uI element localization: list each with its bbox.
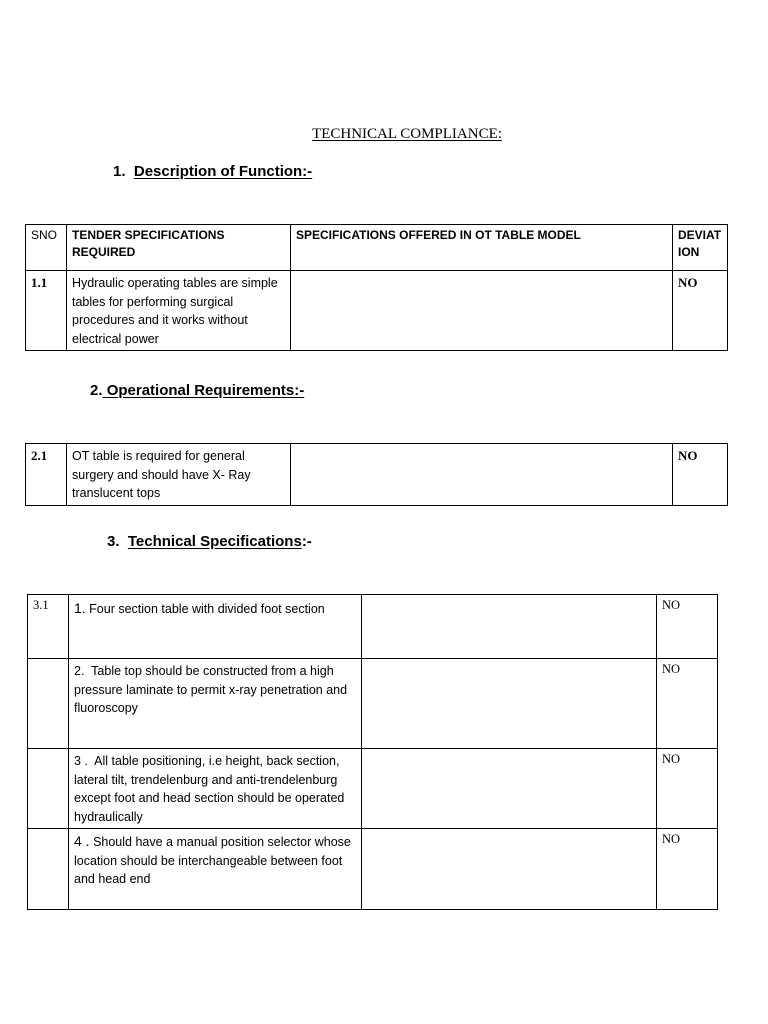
row-deviation: NO [657,659,718,749]
row-spec: 2. Table top should be constructed from a high pressure laminate to permit x-ray penetration and fluoroscopy [69,659,362,749]
table-row [28,659,718,749]
section-3-heading [107,533,312,550]
table-header-row [26,225,728,271]
technical-table [27,594,718,910]
section-2-title: Operational Requirements:- [106,382,305,399]
description-table [25,224,728,351]
row-spec: OT table is required for general surgery and should have X- Ray translucent tops [67,444,291,506]
row-sno: 1.1 [26,271,67,351]
row-sno-empty [28,829,69,910]
section-1-title: Description of Function:- [133,163,313,180]
row-spec: 3 . All table positioning, i.e height, back section, lateral tilt, trendelenburg and anti-trendelenburg except foot and head section should be operated hydraulically [69,749,362,829]
row-offered [362,749,657,829]
row-sno: 3.1 [28,595,69,659]
table-row [28,749,718,829]
row-sno: 2.1 [26,444,67,506]
section-2-number: 2. [90,382,103,399]
table-row [26,444,728,506]
row-offered [362,595,657,659]
section-1-number: 1. [113,163,126,180]
header-tender-specs: TENDER SPECIFICATIONS REQUIRED [67,225,291,271]
row-sno-empty [28,749,69,829]
document-title: TECHNICAL COMPLIANCE: [312,126,502,142]
table-row [28,829,718,910]
row-deviation: NO [657,829,718,910]
header-sno: SNO [26,225,67,271]
section-3-suffix: :- [301,533,312,550]
section-3-number: 3. [107,533,120,550]
row-deviation: NO [673,444,728,506]
row-offered [291,444,673,506]
row-spec: 4 . Should have a manual position selector whose location should be interchangeable between foot and head end [69,829,362,910]
row-sno-empty [28,659,69,749]
operational-table [25,443,728,506]
row-offered [362,659,657,749]
section-3-title: Technical Specifications [127,533,302,550]
header-specs-offered: SPECIFICATIONS OFFERED IN OT TABLE MODEL [291,225,673,271]
row-deviation: NO [657,749,718,829]
row-spec: 1. Four section table with divided foot section [69,595,362,659]
row-spec: Hydraulic operating tables are simple tables for performing surgical procedures and it works without electrical power [67,271,291,351]
header-deviation: DEVIAT ION [673,225,728,271]
section-1-heading [113,163,312,180]
table-row [26,271,728,351]
row-offered [362,829,657,910]
table-row [28,595,718,659]
row-deviation: NO [673,271,728,351]
row-offered [291,271,673,351]
section-2-heading [90,382,304,399]
row-deviation: NO [657,595,718,659]
